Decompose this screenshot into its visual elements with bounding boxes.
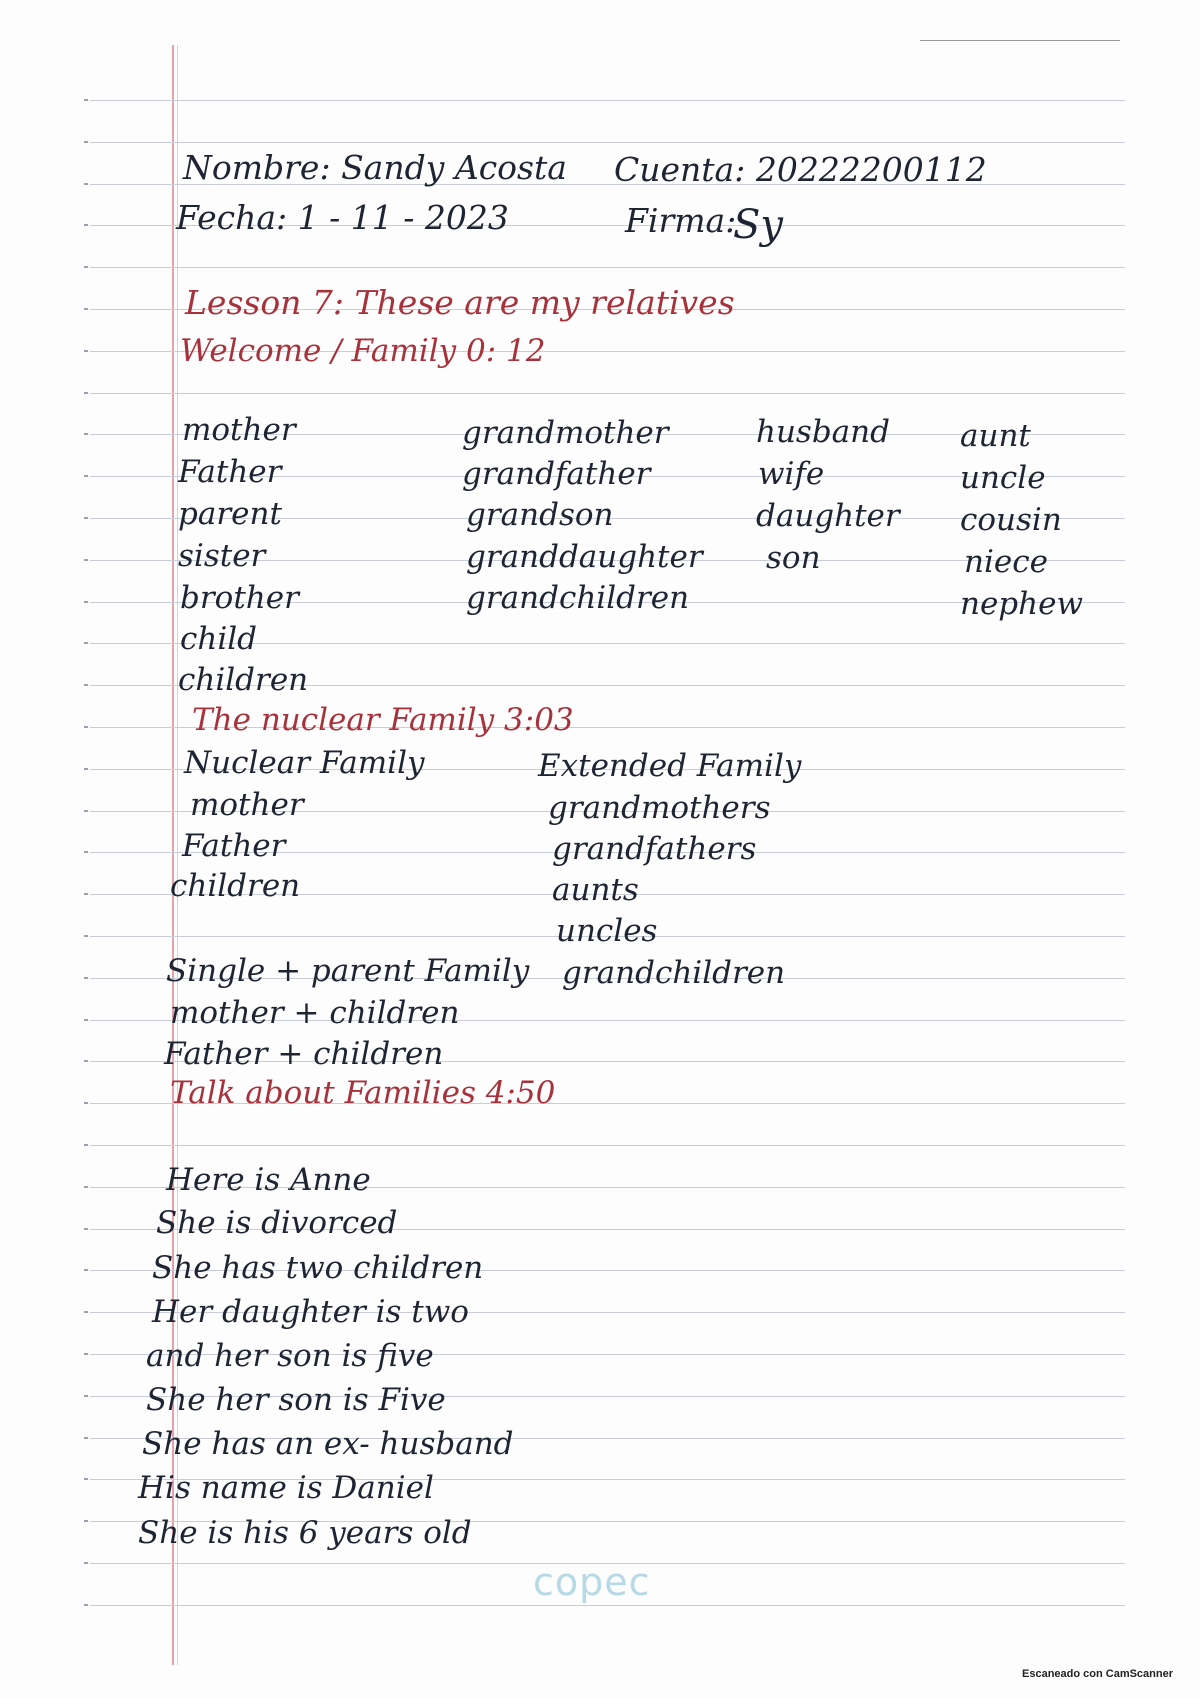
nuclear-item: children (170, 868, 301, 904)
talk-line: Her daughter is two (152, 1294, 469, 1330)
margin-tick (84, 642, 88, 644)
extended-item: aunts (552, 872, 639, 908)
vocab-word: cousin (960, 502, 1062, 538)
vocab-word: nephew (960, 586, 1084, 622)
margin-tick (84, 141, 88, 143)
nuclear-item: Father (182, 828, 286, 864)
extended-item: grandchildren (562, 955, 786, 991)
vocab-word: husband (756, 414, 890, 450)
ruled-line (90, 1605, 1125, 1606)
margin-tick (84, 99, 88, 101)
vocab-word: grandmother (462, 415, 669, 451)
margin-tick (84, 224, 88, 226)
lesson-subtitle: Welcome / Family 0: 12 (180, 333, 546, 369)
margin-tick (84, 810, 88, 812)
margin-tick (84, 1311, 88, 1313)
nuclear-heading: The nuclear Family 3:03 (192, 702, 574, 738)
vocab-word: children (178, 662, 309, 698)
margin-tick (84, 475, 88, 477)
margin-tick (84, 1395, 88, 1397)
lesson-title: Lesson 7: These are my relatives (185, 283, 735, 322)
talk-line: She is his 6 years old (138, 1515, 472, 1551)
margin-tick (84, 1562, 88, 1564)
ruled-line (90, 1145, 1125, 1146)
vocab-word: uncle (960, 460, 1046, 496)
vocab-word: grandfather (462, 456, 651, 492)
vocab-word: Father (178, 454, 282, 490)
margin-tick (84, 1102, 88, 1104)
margin-tick (84, 684, 88, 686)
signature-label: Firma: (625, 201, 737, 240)
margin-tick (84, 433, 88, 435)
margin-tick (84, 977, 88, 979)
margin-tick (84, 1228, 88, 1230)
nuclear-title: Nuclear Family (184, 745, 425, 781)
margin-tick (84, 1437, 88, 1439)
margin-tick (84, 1520, 88, 1522)
nuclear-item: mother (190, 787, 304, 823)
signature: Sy (733, 202, 783, 248)
vocab-word: grandchildren (466, 580, 690, 616)
ruled-line (90, 142, 1125, 143)
margin-tick (84, 308, 88, 310)
account-number: Cuenta: 20222200112 (614, 150, 987, 189)
margin-tick (84, 1019, 88, 1021)
margin-tick (84, 1604, 88, 1606)
ruled-line (90, 100, 1125, 101)
margin-tick (84, 1478, 88, 1480)
single-parent-title: Single + parent Family (166, 953, 530, 989)
extended-item: grandmothers (548, 790, 771, 826)
talk-line: His name is Daniel (138, 1470, 434, 1506)
margin-line-secondary (177, 45, 178, 1665)
margin-tick (84, 517, 88, 519)
margin-tick (84, 1269, 88, 1271)
vocab-word: daughter (756, 498, 900, 534)
margin-tick (84, 768, 88, 770)
vocab-word: son (766, 540, 821, 576)
single-parent-item: mother + children (170, 995, 460, 1031)
margin-tick (84, 559, 88, 561)
talk-heading: Talk about Families 4:50 (170, 1075, 556, 1111)
margin-tick (84, 350, 88, 352)
talk-line: She is divorced (156, 1205, 398, 1241)
margin-tick (84, 726, 88, 728)
vocab-word: niece (964, 544, 1048, 580)
margin-line (172, 45, 174, 1665)
single-parent-item: Father + children (164, 1036, 444, 1072)
top-edge-line (920, 40, 1120, 41)
margin-tick (84, 1144, 88, 1146)
margin-tick (84, 601, 88, 603)
scanner-footer: Escaneado con CamScanner (1022, 1668, 1174, 1680)
vocab-word: granddaughter (466, 539, 703, 575)
vocab-word: mother (182, 412, 296, 448)
vocab-word: wife (758, 456, 825, 492)
vocab-word: child (180, 621, 258, 657)
talk-line: Here is Anne (166, 1162, 371, 1198)
margin-tick (84, 266, 88, 268)
margin-tick (84, 1060, 88, 1062)
margin-tick (84, 851, 88, 853)
ruled-line (90, 267, 1125, 268)
vocab-word: brother (180, 580, 299, 616)
vocab-word: grandson (466, 497, 614, 533)
student-name: Nombre: Sandy Acosta (183, 148, 567, 187)
vocab-word: parent (178, 496, 282, 532)
extended-item: grandfathers (552, 831, 757, 867)
extended-title: Extended Family (538, 748, 802, 784)
vocab-word: aunt (960, 418, 1031, 454)
talk-line: She her son is Five (146, 1382, 446, 1418)
talk-line: She has two children (152, 1250, 484, 1286)
margin-tick (84, 1186, 88, 1188)
date: Fecha: 1 - 11 - 2023 (176, 198, 509, 237)
notebook-brand-watermark: copec (533, 1560, 651, 1604)
vocab-word: sister (178, 538, 266, 574)
margin-tick (84, 392, 88, 394)
margin-tick (84, 935, 88, 937)
ruled-line (90, 393, 1125, 394)
extended-item: uncles (556, 913, 658, 949)
margin-tick (84, 1353, 88, 1355)
margin-tick (84, 183, 88, 185)
margin-tick (84, 893, 88, 895)
talk-line: and her son is five (146, 1338, 434, 1374)
talk-line: She has an ex- husband (142, 1426, 514, 1462)
